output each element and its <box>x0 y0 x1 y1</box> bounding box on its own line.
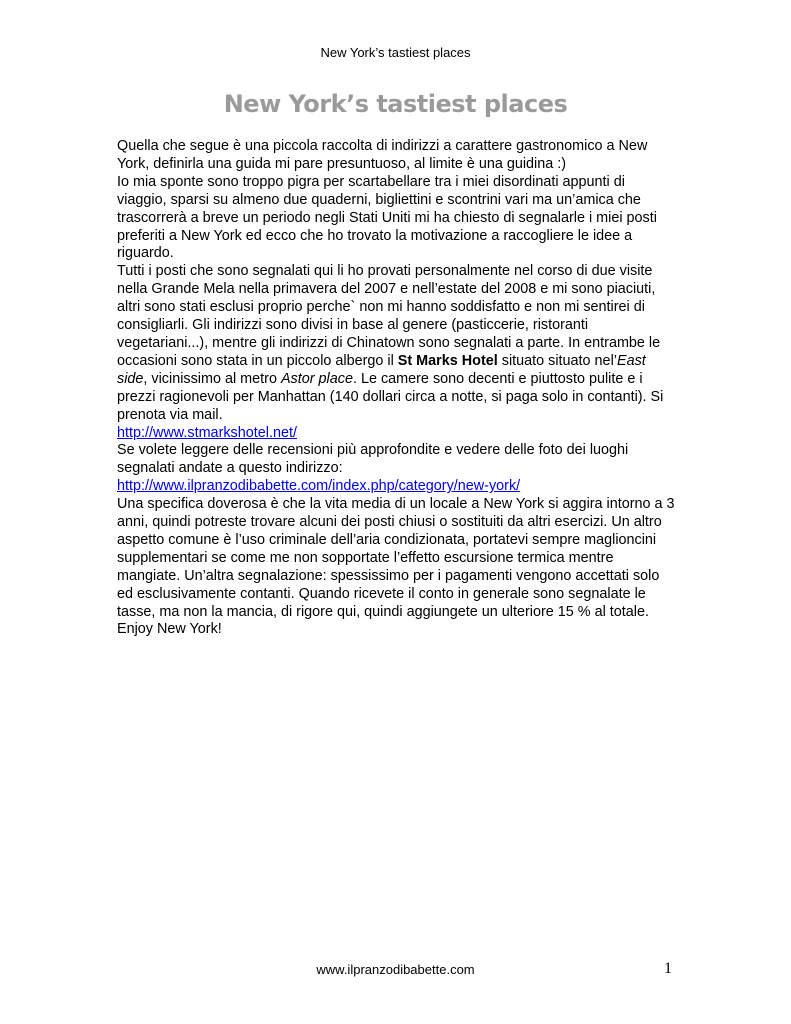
document-body <box>117 138 677 639</box>
hotel-details-text: . Le camere sono decenti e piuttosto pulite e i prezzi ragionevoli per Manhattan (140 dollari circa a notte, si paga solo in contanti). Si prenota via mail. <box>117 370 664 423</box>
page-number: 1 <box>664 960 672 977</box>
paragraph-motivation: Io mia sponte sono troppo pigra per scartabellare tra i miei disordinati appunti di viaggio, sparsi su almeno due quaderni, bigliettini e scontrini vari ma un’amica che trascorrerà a breve un periodo negli Stati Uniti mi ha chiesto di segnalarle i miei posti preferiti a New York ed ecco che ho trovato la motivazione a raccogliere le idee a riguardo. <box>117 173 657 262</box>
hotel-name: St Marks Hotel <box>397 352 498 369</box>
document-title: New York’s tastiest places <box>223 90 568 118</box>
east-side-text: East side <box>117 352 646 387</box>
blog-category-link[interactable]: http://www.ilpranzodibabette.com/index.php/category/new-york/ <box>117 478 521 495</box>
hotel-website-link[interactable]: http://www.stmarkshotel.net/ <box>117 424 297 441</box>
paragraph-intro: Quella che segue è una piccola raccolta di indirizzi a carattere gastronomico a New York, definirla una guida mi pare presuntuoso, al limite è una guidina :) <box>117 138 648 172</box>
metro-text: , vicinissimo al metro <box>143 370 281 387</box>
paragraph-reviews: Se volete leggere delle recensioni più approfondite e vedere delle foto dei luoghi segnalati andate a questo indirizzo: <box>117 442 629 477</box>
paragraph-hotel-text: Tutti i posti che sono segnalati qui li ho provati personalmente nel corso di due visite nella Grande Mela nella primavera del 2007 e nell’estate del 2008 e mi sono piaciuti, altri sono stati esclusi proprio perche` non mi hanno soddisfatto e non mi sentirei di consigliarli. Gli indirizzi sono divisi in base al genere (pasticcerie, ristoranti vegetariani...), mentre gli indirizzi di Chinatown sono segnalati a parte. In entrambe le occasioni sono stata in un piccolo albergo il <box>117 263 661 369</box>
page-footer: www.ilpranzodibabette.com <box>316 962 475 977</box>
paragraph-tips: Una specifica doverosa è che la vita media di un locale a New York si aggira intorno a 3 anni, quindi potreste trovare alcuni dei posti chiusi o sostituiti da altri esercizi. Un altro aspetto comune è l’uso criminale dell’aria condizionata, portatevi sempre maglioncini supplementari se come me non sopportate l’effetto escursione termica mentre mangiate. Un’altra segnalazione: spessissimo per i pagamenti vengono accettati solo ed esclusivamente contanti. Quando ricevete il conto in generale sono segnalate le tasse, ma non la mancia, di rigore qui, quindi aggiungete un ulteriore 15 % al totale. Enjoy New York! <box>117 496 675 638</box>
page-header: New York’s tastiest places <box>320 45 471 60</box>
paragraph-hotel <box>117 263 677 424</box>
astor-place-text: Astor place <box>280 370 353 387</box>
hotel-location-text: situato situato nel’ <box>497 352 617 369</box>
